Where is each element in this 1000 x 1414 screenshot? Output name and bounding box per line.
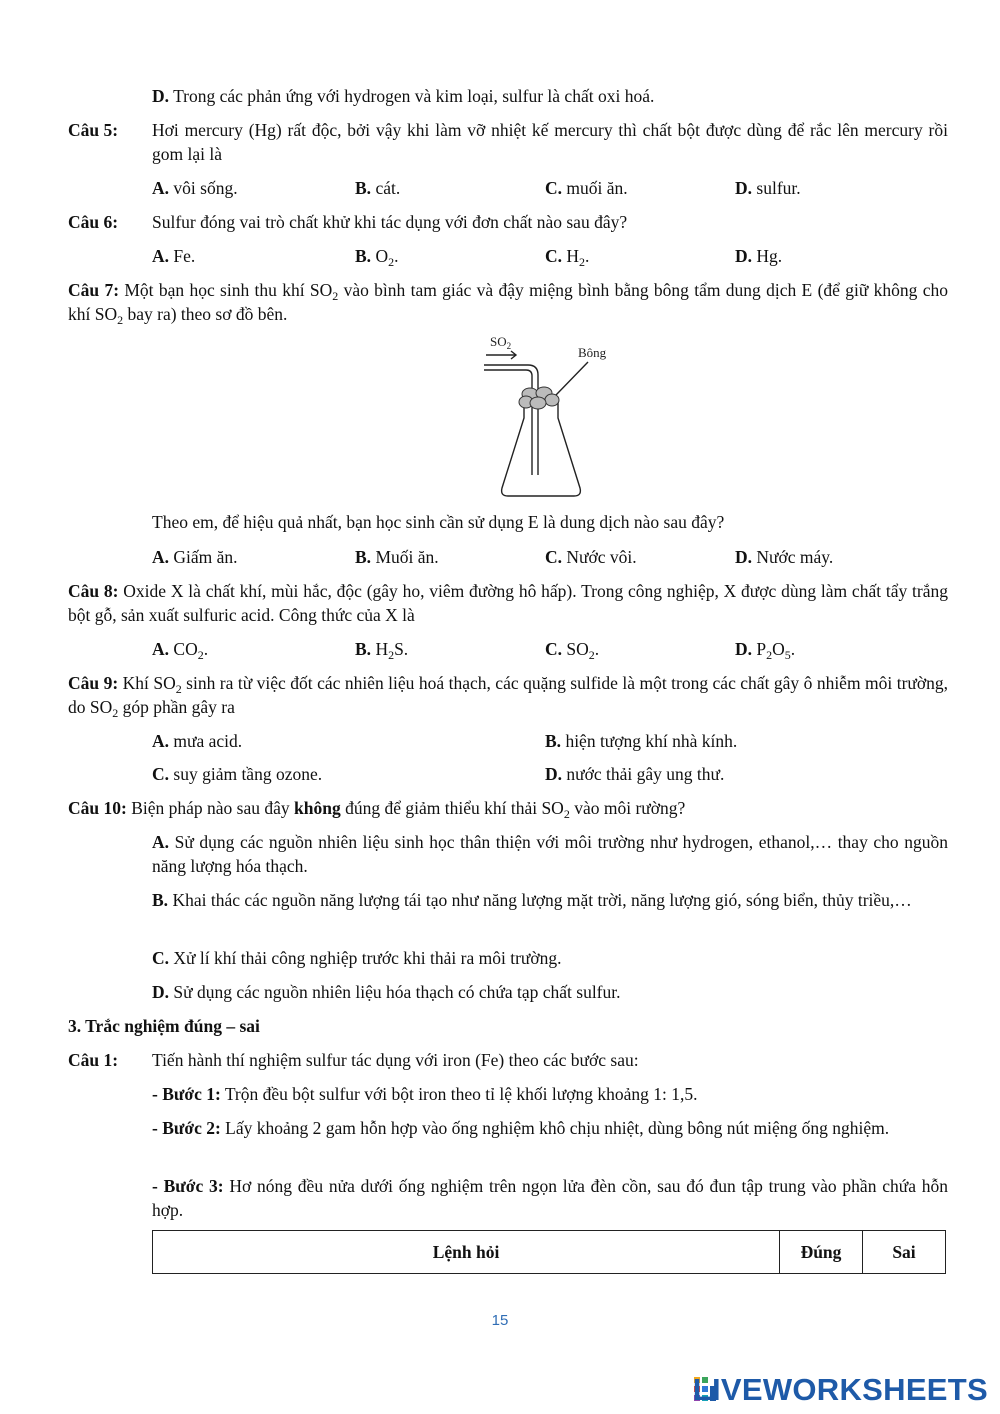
option-a: A. Fe. xyxy=(152,246,196,266)
option-b: B. hiện tượng khí nhà kính. xyxy=(545,731,738,751)
option-c: C. muối ăn. xyxy=(545,178,628,198)
question-8-text: Câu 8: Oxide X là chất khí, mùi hắc, độc (gây ho, viêm đường hô hấp). Trong công nghiệp, X được dùng làm chất tẩy trắng bột gỗ, sản xuất sulfuric acid. Công thức của X là xyxy=(68,581,949,625)
question-label: Câu 10: xyxy=(68,798,127,818)
question-label: Câu 5: xyxy=(68,120,119,140)
option-d: D. Hg. xyxy=(735,246,783,266)
question-label: Câu 9: xyxy=(68,673,119,693)
question-10-text: Câu 10: Biện pháp nào sau đây không đúng để giảm thiểu khí thải $SO_2$ vào môi rường? xyxy=(68,798,686,821)
step-2: - Bước 2: Lấy khoảng 2 gam hỗn hợp vào ống nghiệm khô chịu nhiệt, dùng bông nút miệng ống nghiệm. xyxy=(152,1118,890,1138)
question-label: Câu 6: xyxy=(68,212,119,232)
question-text: Theo em, để hiệu quả nhất, bạn học sinh cần sử dụng E là dung dịch nào sau đây? xyxy=(152,512,725,532)
step-3: - Bước 3: Hơ nóng đều nửa dưới ống nghiệm trên ngọn lửa đèn cồn, sau đó đun tập trung vào phần chứa hỗn hợp. xyxy=(152,1176,949,1220)
question-7-text: Câu 7: Một bạn học sinh thu khí $SO_2$ vào bình tam giác và đậy miệng bình bằng bông tẩm dung dịch E (để giữ không cho khí $SO_2$ bay ra) theo sơ đồ bên. xyxy=(68,280,948,327)
option-c: C. Xử lí khí thải công nghiệp trước khi thải ra môi trường. xyxy=(152,948,562,968)
option-d: D. sulfur. xyxy=(735,178,801,198)
option-d: D. Nước máy. xyxy=(735,547,834,567)
option-a: A. Sử dụng các nguồn nhiên liệu sinh học thân thiện với môi trường như hydrogen, ethanol,… thay cho nguồn năng lượng hóa thạch. xyxy=(152,832,949,876)
option-d: D. $P_2O_5$. xyxy=(735,639,796,662)
question-label: Câu 8: xyxy=(68,581,119,601)
table-header-false: Sai xyxy=(892,1242,916,1262)
option-b: B. $O_2$. xyxy=(355,246,399,269)
question-label: Câu 1: xyxy=(68,1050,119,1070)
q4-option-d: D. Trong các phản ứng với hydrogen và kim loại, sulfur là chất oxi hoá. xyxy=(152,86,655,106)
option-a: A. Giấm ăn. xyxy=(152,547,238,567)
option-b: B. Muối ăn. xyxy=(355,547,439,567)
step-1: - Bước 1: Trộn đều bột sulfur với bột iron theo tỉ lệ khối lượng khoảng 1: 1,5. xyxy=(152,1084,698,1104)
option-a: A. vôi sống. xyxy=(152,178,238,198)
cotton-label: Bông xyxy=(578,345,607,360)
pointer-line xyxy=(556,362,588,395)
option-b: B. $H_2S$. xyxy=(355,639,409,662)
option-c: C. suy giảm tầng ozone. xyxy=(152,764,323,784)
section-heading: 3. Trắc nghiệm đúng – sai xyxy=(68,1016,260,1036)
tube-inner xyxy=(484,370,532,475)
cotton-plug xyxy=(519,387,559,409)
question-text: Sulfur đóng vai trò chất khử khi tác dụng với đơn chất nào sau đây? xyxy=(152,212,628,232)
flask-diagram xyxy=(478,330,628,502)
option-d: D. Sử dụng các nguồn nhiên liệu hóa thạch có chứa tạp chất sulfur. xyxy=(152,982,621,1002)
option-c: C. $SO_2$. xyxy=(545,639,600,662)
page-number: 15 xyxy=(491,1312,509,1329)
option-c: C. $H_2$. xyxy=(545,246,590,269)
question-text: Tiến hành thí nghiệm sulfur tác dụng với iron (Fe) theo các bước sau: xyxy=(152,1050,639,1070)
gas-label: $SO_2$ xyxy=(490,334,512,351)
table-header-true: Đúng xyxy=(800,1242,842,1262)
option-a: A. $CO_2$. xyxy=(152,639,209,662)
true-false-table xyxy=(152,1230,946,1274)
option-c: C. Nước vôi. xyxy=(545,547,637,567)
option-d: D. nước thải gây ung thư. xyxy=(545,764,725,784)
question-9-text: Câu 9: Khí $SO_2$ sinh ra từ việc đốt các nhiên liệu hoá thạch, các quặng sulfide là một trong các chất gây ô nhiễm môi trường, do $SO_2$ góp phần gây ra xyxy=(68,673,949,720)
question-label: Câu 7: xyxy=(68,280,120,300)
option-b: B. Khai thác các nguồn năng lượng tái tạo như năng lượng mặt trời, năng lượng gió, sóng biển, thủy triều,… xyxy=(152,890,912,910)
liveworksheets-brand[interactable]: LIVEWORKSHEETS xyxy=(692,1372,988,1407)
question-text: Hơi mercury (Hg) rất độc, bởi vậy khi làm vỡ nhiệt kế mercury thì chất bột được dùng để rắc lên mercury rồi gom lại là xyxy=(152,120,948,164)
flask-body xyxy=(502,398,581,496)
option-b: B. cát. xyxy=(355,178,401,198)
option-a: A. mưa acid. xyxy=(152,731,243,751)
table-header-question: Lệnh hỏi xyxy=(432,1242,500,1262)
